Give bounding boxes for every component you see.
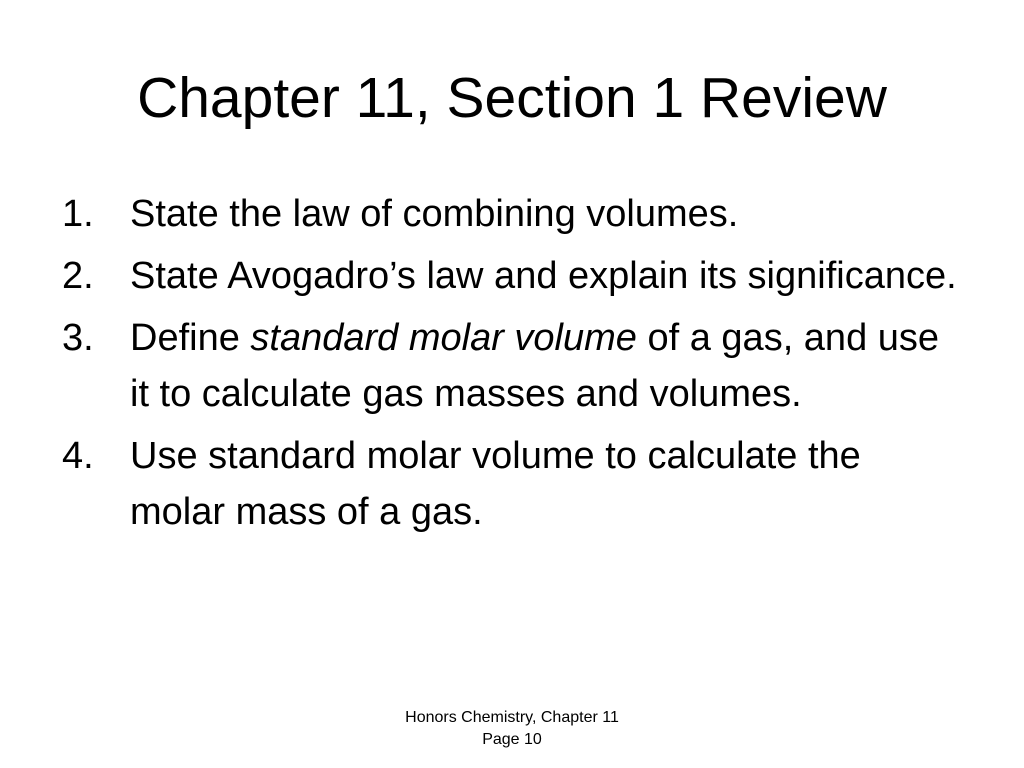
item-text: State Avogadro’s law and explain its significance. — [130, 255, 957, 297]
item-text-after: of a gas, and use it to calculate gas masses and volumes. — [130, 317, 940, 415]
slide-footer — [312, 707, 712, 751]
item-text: Use standard molar volume to calculate the molar mass of a gas. — [130, 435, 861, 533]
item-number: 3. — [62, 317, 94, 359]
footer-page-number: Page 10 — [482, 731, 542, 748]
item-text-italic: standard molar volume — [250, 317, 637, 359]
list-item — [62, 428, 962, 540]
list-item — [62, 310, 962, 422]
item-text: State the law of combining volumes. — [130, 193, 739, 235]
item-number: 1. — [62, 193, 94, 235]
footer-course: Honors Chemistry, Chapter 11 — [405, 709, 619, 726]
list-item — [62, 186, 962, 242]
item-text-before: Define — [130, 317, 251, 359]
list-item — [62, 248, 962, 304]
item-number: 4. — [62, 435, 94, 477]
review-list — [62, 186, 962, 546]
item-number: 2. — [62, 255, 94, 297]
slide-title: Chapter 11, Section 1 Review — [137, 66, 887, 130]
